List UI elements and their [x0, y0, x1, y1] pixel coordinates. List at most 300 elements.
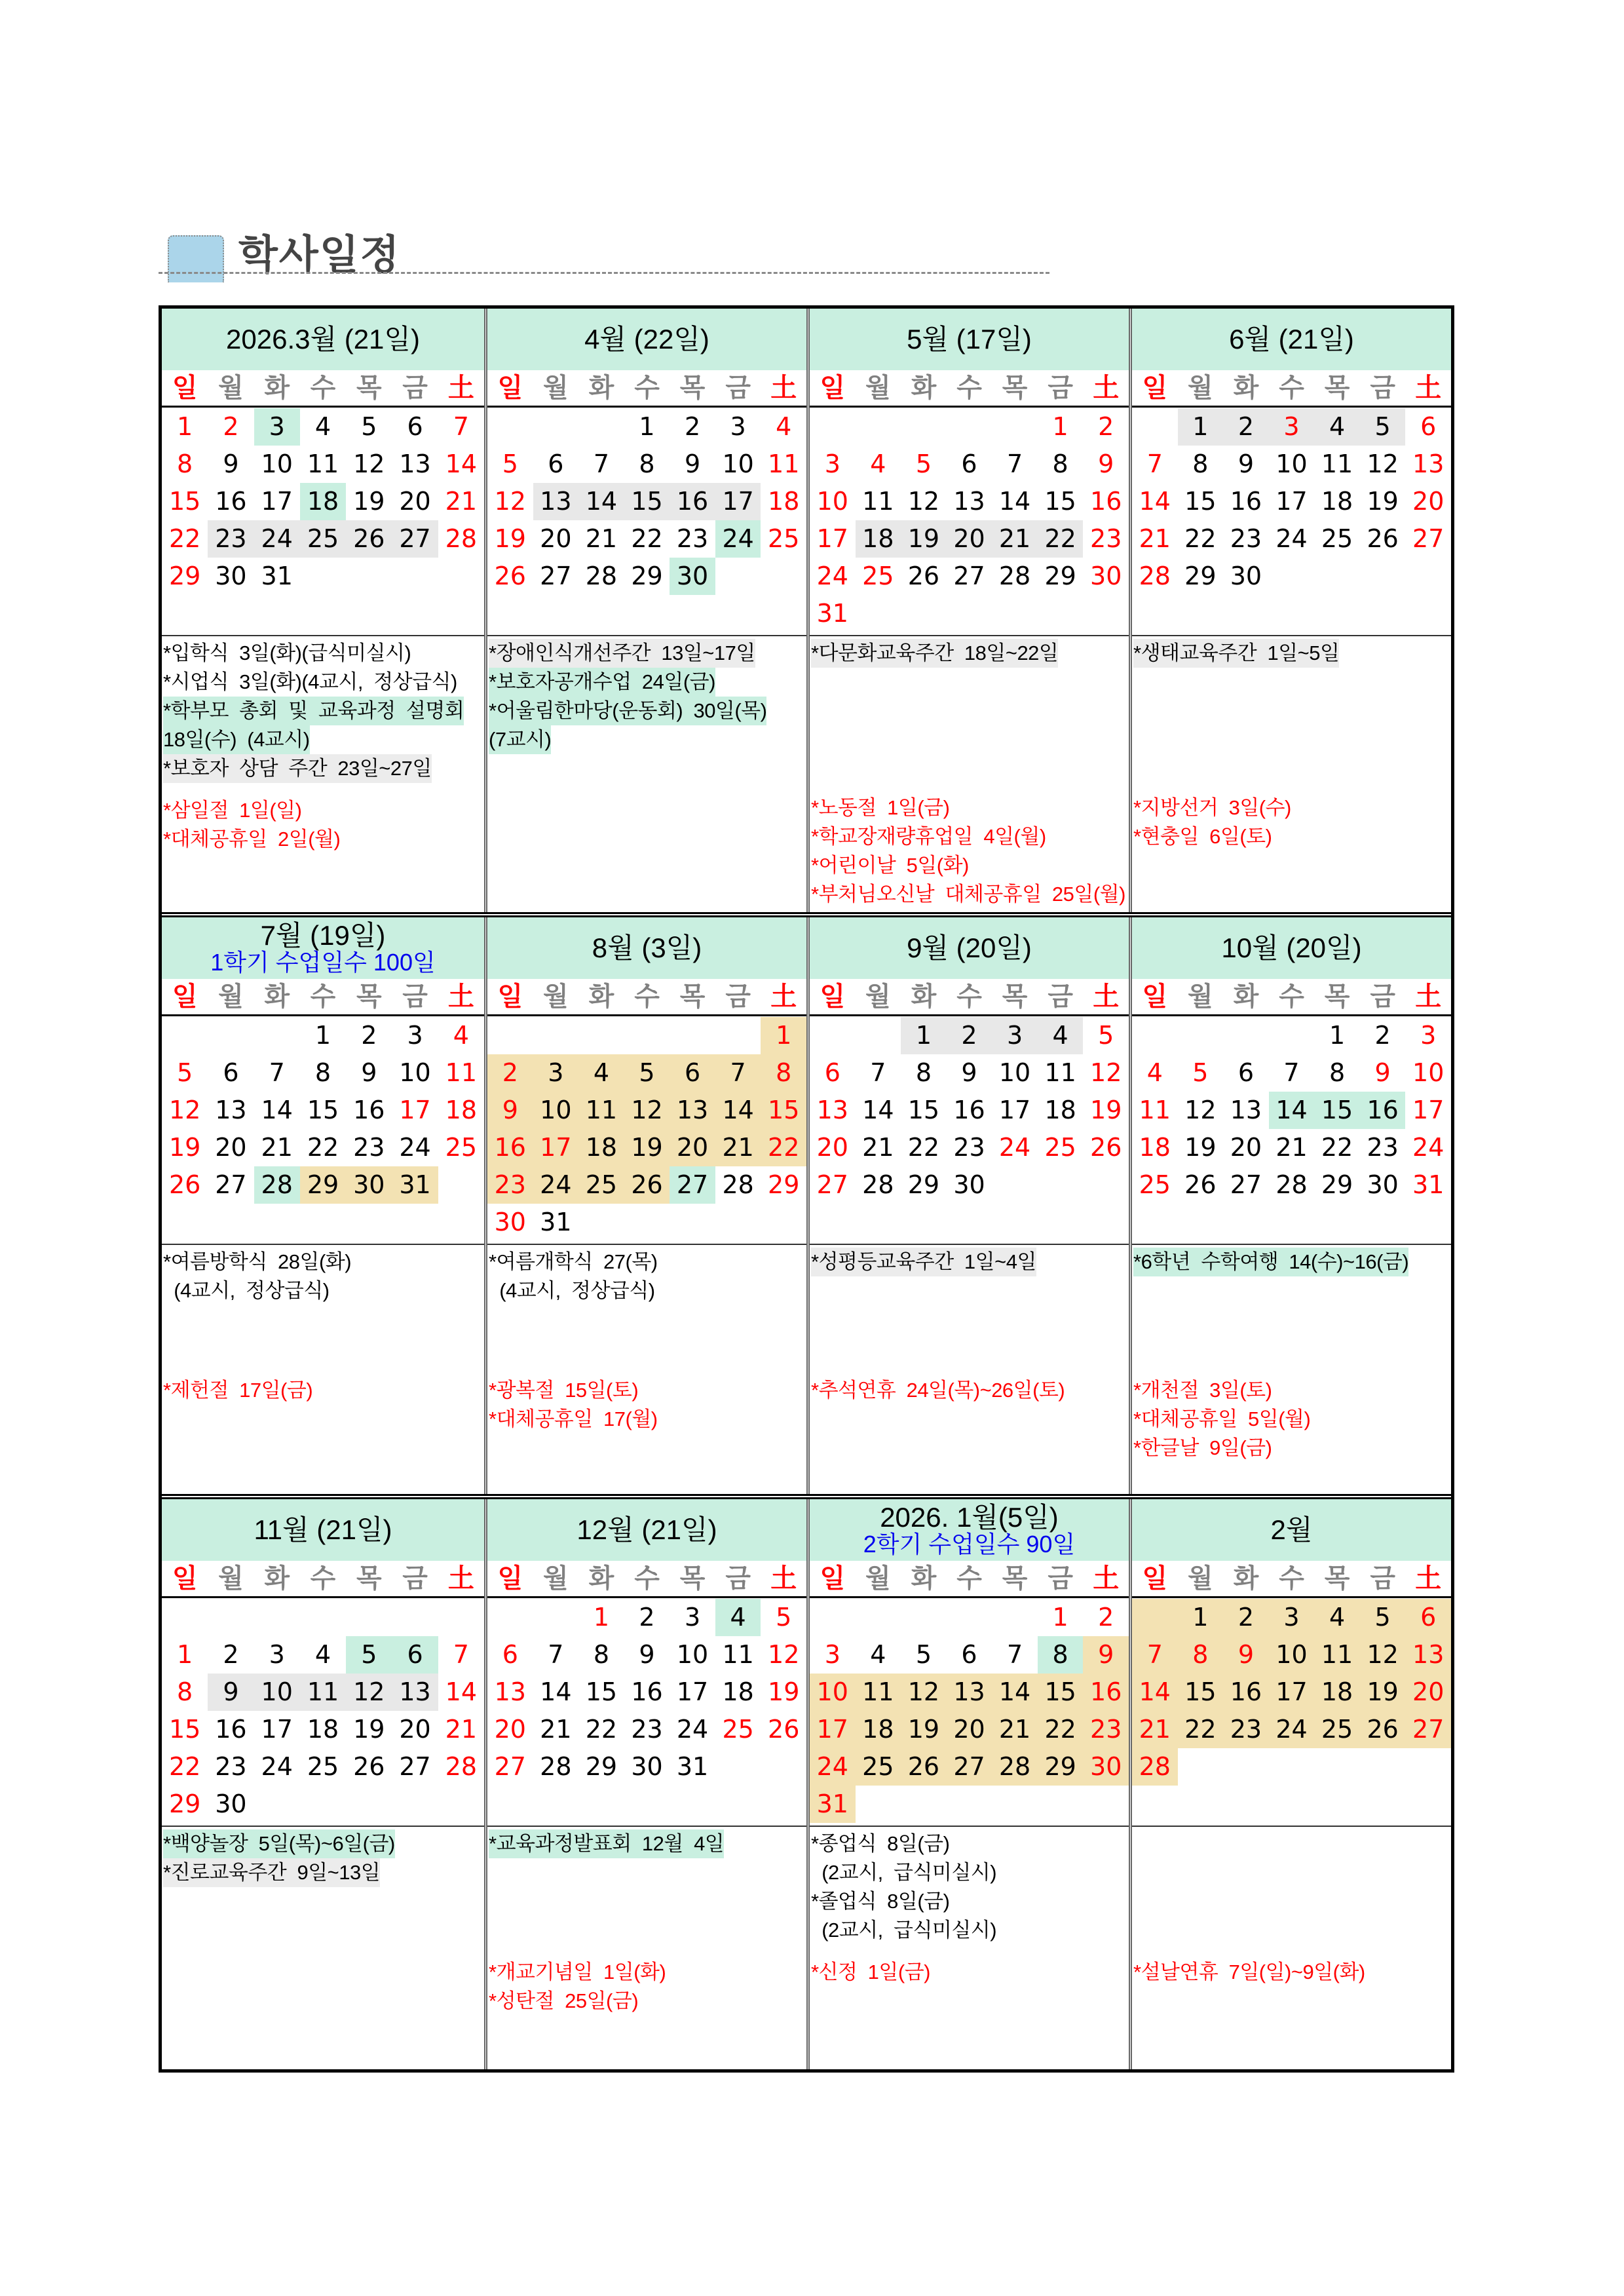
empty-day-cell: [254, 1017, 300, 1054]
weekday-label: 목: [679, 1563, 706, 1594]
day-cell: 6: [407, 412, 423, 441]
empty-day-cell: [254, 1599, 300, 1636]
weekday-label: 월: [865, 373, 891, 403]
weekday-label: 일: [820, 982, 846, 1012]
event-note: *교육과정발표회 12월 4일: [489, 1829, 724, 1858]
day-cell: 23: [676, 524, 709, 553]
weekday-label: 화: [911, 1563, 937, 1594]
day-cell: 17: [399, 1096, 431, 1124]
day-cell: 13: [1230, 1096, 1262, 1124]
day-cell: 8: [761, 1054, 806, 1092]
day-cell: 8: [915, 1058, 932, 1087]
day-cell: 27: [540, 562, 572, 590]
day-cell: 18: [856, 1711, 901, 1748]
day-cell: 15: [1038, 1674, 1084, 1711]
weekday-label: 土: [1415, 982, 1442, 1012]
day-cell: 6: [961, 450, 977, 478]
weekday-header-row: [487, 370, 806, 408]
weekday-label: 화: [588, 373, 614, 403]
day-cell: 4: [1038, 1017, 1084, 1054]
day-cell: 28: [722, 1170, 754, 1199]
weekday-header-row: [1132, 979, 1451, 1016]
day-cell: 9: [487, 1092, 533, 1129]
weekday-label: 금: [1370, 373, 1395, 403]
day-cell: 8: [1052, 450, 1068, 478]
weekday-label: 화: [911, 982, 937, 1012]
day-cell: 9: [961, 1058, 977, 1087]
day-cell: 19: [1090, 1096, 1122, 1124]
weekday-label: 금: [1048, 1563, 1073, 1594]
month-panel: [1129, 1499, 1451, 2069]
day-cell: 21: [715, 1129, 761, 1166]
day-cell: 19: [768, 1677, 800, 1706]
empty-day-cell: [438, 1599, 484, 1636]
month-header: [1132, 917, 1451, 979]
day-cell: 11: [768, 450, 800, 478]
holiday-note: *개교기념일 1일(화): [489, 1961, 666, 1983]
day-cell: 13: [1412, 450, 1445, 478]
day-cell: 22: [631, 524, 663, 553]
day-cell: 30: [215, 562, 247, 590]
day-cell: 10: [1269, 1636, 1315, 1674]
empty-day-cell: [1223, 1017, 1269, 1054]
day-cell: 30: [346, 1166, 392, 1204]
day-cell: 28: [1139, 562, 1171, 590]
weekday-label: 일: [820, 373, 846, 403]
day-cell: 12: [907, 487, 940, 516]
day-cell: 29: [300, 1166, 346, 1204]
dotted-divider: [159, 272, 1049, 274]
day-cell: 27: [947, 1748, 992, 1786]
day-cell: 28: [1132, 1748, 1178, 1786]
day-cell: 16: [1230, 487, 1262, 516]
month-title: 8월 (3일): [592, 932, 702, 963]
day-cell: 21: [1275, 1133, 1308, 1162]
day-cell: 12: [1360, 1636, 1406, 1674]
day-cell: 9: [1223, 1636, 1269, 1674]
month-title: 4월 (22일): [584, 324, 709, 354]
weekday-label: 土: [1093, 373, 1120, 403]
day-cell: 28: [540, 1752, 572, 1781]
day-cell: 8: [314, 1058, 331, 1087]
day-cell: 14: [445, 1677, 478, 1706]
day-cell: 23: [1367, 1133, 1399, 1162]
day-cell: 27: [392, 520, 438, 558]
day-cell: 17: [261, 487, 293, 516]
weekday-header-row: [1132, 370, 1451, 408]
day-cell: 24: [1412, 1133, 1445, 1162]
day-cell: 17: [1269, 1674, 1315, 1711]
day-cell: 9: [684, 450, 701, 478]
day-cell: 2: [1098, 1603, 1114, 1632]
empty-day-cell: [810, 1599, 856, 1636]
day-cell: 19: [901, 520, 947, 558]
day-cell: 16: [215, 487, 247, 516]
day-cell: 12: [494, 487, 526, 516]
day-cell: 3: [533, 1054, 579, 1092]
weekday-label: 일: [820, 1563, 846, 1594]
day-cell: 7: [593, 450, 610, 478]
day-cell: 4: [314, 1640, 331, 1669]
day-cell: 2: [223, 1640, 239, 1669]
weekday-label: 월: [218, 373, 244, 403]
semester-days-label: 1학기 수업일수 100일: [210, 949, 436, 976]
day-cell: 6: [824, 1058, 840, 1087]
day-cell: 25: [1139, 1170, 1171, 1199]
day-cell: 24: [676, 1715, 709, 1744]
day-cell: 5: [361, 412, 377, 441]
day-cell: 13: [392, 1674, 438, 1711]
day-cell: 17: [810, 1711, 856, 1748]
day-grid: [1132, 1016, 1451, 1244]
day-cell: 25: [862, 562, 894, 590]
day-cell: 20: [947, 1711, 992, 1748]
month-panel: [806, 1499, 1129, 2069]
month-header: [487, 309, 806, 370]
day-cell: 31: [676, 1752, 709, 1781]
day-cell: 17: [676, 1677, 709, 1706]
day-cell: 2: [947, 1017, 992, 1054]
day-cell: 15: [1184, 487, 1217, 516]
day-cell: 12: [346, 1674, 392, 1711]
day-grid: [162, 1016, 484, 1244]
event-note: (7교시): [489, 725, 551, 754]
day-cell: 7: [1283, 1058, 1300, 1087]
event-note: *백양놀장 5일(목)~6일(금): [163, 1829, 395, 1858]
weekday-label: 월: [865, 1563, 891, 1594]
weekday-label: 土: [770, 982, 797, 1012]
empty-day-cell: [947, 408, 992, 446]
day-cell: 31: [261, 562, 293, 590]
day-cell: 4: [870, 1640, 886, 1669]
holiday-note: *부처님오신날 대체공휴일 25일(월): [811, 883, 1125, 906]
empty-day-cell: [624, 1017, 670, 1054]
weekday-label: 土: [1415, 1563, 1442, 1594]
day-cell: 3: [684, 1603, 701, 1632]
month-title: 6월 (21일): [1229, 324, 1354, 354]
empty-day-cell: [1269, 1017, 1315, 1054]
event-note: *졸업식 8일(금): [811, 1890, 950, 1913]
day-cell: 4: [776, 412, 792, 441]
holiday-note: *지방선거 3일(수): [1133, 796, 1291, 819]
weekday-label: 일: [172, 982, 198, 1012]
empty-day-cell: [392, 1599, 438, 1636]
weekday-label: 수: [956, 1563, 982, 1594]
day-cell: 1: [177, 412, 193, 441]
day-cell: 16: [215, 1715, 247, 1744]
month-panel: [162, 309, 484, 912]
weekday-label: 월: [1188, 373, 1213, 403]
weekday-label: 일: [1142, 982, 1168, 1012]
month-title: 7월 (19일): [260, 920, 386, 951]
day-cell: 23: [953, 1133, 985, 1162]
holiday-note: *대체공휴일 17(월): [489, 1407, 658, 1430]
month-panel: [806, 309, 1129, 912]
day-cell: 11: [300, 1674, 346, 1711]
day-cell: 21: [992, 1711, 1038, 1748]
day-cell: 26: [1367, 524, 1399, 553]
day-cell: 24: [399, 1133, 431, 1162]
empty-day-cell: [1132, 1017, 1178, 1054]
day-cell: 10: [261, 450, 293, 478]
month-notes: [1132, 635, 1451, 912]
day-cell: 19: [353, 487, 385, 516]
day-cell: 27: [215, 1170, 247, 1199]
weekday-label: 월: [865, 982, 891, 1012]
day-cell: 11: [445, 1058, 478, 1087]
month-header: [162, 1499, 484, 1561]
day-cell: 1: [1178, 1599, 1224, 1636]
day-cell: 19: [168, 1133, 201, 1162]
day-cell: 14: [540, 1677, 572, 1706]
weekday-header-row: [810, 1561, 1129, 1598]
holiday-note: *대체공휴일 2일(월): [163, 828, 341, 851]
weekday-label: 土: [1093, 1563, 1120, 1594]
month-header: [1132, 309, 1451, 370]
month-title: 2월: [1270, 1514, 1313, 1545]
month-title: 9월 (20일): [907, 932, 1032, 963]
holiday-list: [163, 1376, 312, 1405]
day-cell: 31: [1412, 1170, 1445, 1199]
day-cell: 6: [1237, 1058, 1255, 1087]
empty-day-cell: [670, 1017, 715, 1054]
month-notes: [162, 635, 484, 912]
day-cell: 22: [1038, 1711, 1084, 1748]
semester-days-label: 2학기 수업일수 90일: [863, 1531, 1076, 1558]
day-cell: 10: [998, 1058, 1031, 1087]
day-grid: [487, 1598, 806, 1826]
event-note: *학부모 총회 및 교육과정 설명회: [163, 697, 464, 725]
day-cell: 3: [730, 412, 746, 441]
day-cell: 1: [593, 1603, 610, 1632]
day-cell: 25: [856, 1748, 901, 1786]
weekday-label: 금: [402, 1563, 428, 1594]
day-cell: 24: [998, 1133, 1031, 1162]
day-cell: 2: [639, 1603, 655, 1632]
event-note: *장애인식개선주간 13일~17일: [489, 639, 755, 668]
day-grid: [162, 1598, 484, 1826]
holiday-note: *삼일절 1일(일): [163, 799, 302, 822]
day-cell: 25: [300, 520, 346, 558]
day-cell: 20: [215, 1133, 247, 1162]
weekday-label: 월: [543, 982, 569, 1012]
day-cell: 1: [901, 1017, 947, 1054]
weekday-label: 월: [543, 373, 569, 403]
empty-day-cell: [578, 408, 624, 446]
day-cell: 27: [1412, 524, 1445, 553]
day-cell: 4: [1314, 1599, 1360, 1636]
holiday-note: *한글날 9일(금): [1133, 1436, 1272, 1459]
day-cell: 14: [1269, 1092, 1315, 1129]
month-notes: [1132, 1826, 1451, 2069]
event-note: *생태교육주간 1일~5일: [1133, 639, 1339, 668]
weekday-label: 土: [1093, 982, 1120, 1012]
weekday-label: 수: [634, 373, 660, 403]
day-cell: 20: [1230, 1133, 1262, 1162]
day-grid: [162, 408, 484, 635]
day-cell: 5: [915, 450, 932, 478]
day-cell: 21: [585, 524, 618, 553]
empty-day-cell: [992, 408, 1038, 446]
day-cell: 22: [1038, 520, 1084, 558]
day-cell: 13: [215, 1096, 247, 1124]
event-note: *시업식 3일(화)(4교시, 정상급식): [163, 670, 457, 693]
weekday-label: 土: [770, 373, 797, 403]
empty-day-cell: [208, 1599, 254, 1636]
day-cell: 6: [502, 1640, 518, 1669]
day-cell: 21: [1139, 524, 1171, 553]
weekday-label: 일: [172, 373, 198, 403]
day-cell: 17: [1275, 487, 1308, 516]
section-header: [155, 218, 1049, 277]
event-note: (2교시, 급식미실시): [811, 1861, 997, 1884]
month-title: 11월 (21일): [254, 1514, 392, 1545]
day-cell: 2: [1223, 408, 1269, 446]
weekday-label: 화: [264, 373, 290, 403]
day-cell: 8: [177, 1677, 193, 1706]
day-cell: 8: [1178, 1636, 1224, 1674]
weekday-label: 화: [264, 1563, 290, 1594]
event-note: (4교시, 정상급식): [489, 1279, 655, 1302]
weekday-label: 화: [1233, 982, 1259, 1012]
day-cell: 23: [487, 1166, 533, 1204]
empty-day-cell: [162, 1599, 208, 1636]
weekday-label: 금: [1048, 982, 1073, 1012]
day-cell: 8: [1329, 1058, 1346, 1087]
day-cell: 24: [261, 1752, 293, 1781]
holiday-note: *신정 1일(금): [811, 1961, 930, 1983]
month-header: [162, 309, 484, 370]
day-cell: 7: [453, 1640, 469, 1669]
weekday-header-row: [162, 370, 484, 408]
empty-day-cell: [533, 1017, 579, 1054]
day-cell: 9: [1083, 1636, 1129, 1674]
weekday-label: 금: [1370, 982, 1395, 1012]
weekday-header-row: [487, 1561, 806, 1598]
empty-day-cell: [346, 1599, 392, 1636]
day-cell: 3: [269, 1640, 285, 1669]
page-title: 학사일정: [238, 231, 401, 278]
weekday-label: 금: [725, 982, 751, 1012]
day-cell: 17: [1412, 1096, 1445, 1124]
day-cell: 17: [261, 1715, 293, 1744]
day-cell: 29: [631, 562, 663, 590]
day-cell: 8: [177, 450, 193, 478]
empty-day-cell: [810, 408, 856, 446]
day-grid: [487, 408, 806, 635]
day-cell: 22: [1184, 524, 1217, 553]
holiday-list: [489, 1376, 658, 1434]
day-cell: 19: [494, 524, 526, 553]
day-cell: 1: [314, 1021, 331, 1050]
day-cell: 19: [1367, 487, 1399, 516]
day-cell: 31: [810, 1786, 856, 1823]
day-cell: 26: [346, 520, 392, 558]
calendar-block-row: [162, 912, 1451, 1494]
day-cell: 31: [540, 1208, 572, 1236]
day-cell: 30: [1083, 1748, 1129, 1786]
event-note: *종업식 8일(금): [811, 1832, 950, 1855]
day-cell: 29: [768, 1170, 800, 1199]
event-note: 18일(수) (4교시): [163, 725, 310, 754]
weekday-label: 금: [402, 982, 428, 1012]
day-grid: [810, 408, 1129, 635]
holiday-note: *어린이날 5일(화): [811, 854, 969, 877]
weekday-header-row: [487, 979, 806, 1016]
empty-day-cell: [162, 1017, 208, 1054]
event-note: *진로교육주간 9일~13일: [163, 1858, 380, 1887]
holiday-note: *광복절 15일(토): [489, 1379, 639, 1402]
empty-day-cell: [300, 1599, 346, 1636]
day-cell: 21: [1132, 1711, 1178, 1748]
day-cell: 20: [540, 524, 572, 553]
weekday-label: 수: [634, 982, 660, 1012]
day-cell: 10: [722, 450, 754, 478]
day-cell: 10: [1412, 1058, 1445, 1087]
holiday-list: [811, 1376, 1065, 1405]
day-cell: 11: [862, 487, 894, 516]
weekday-label: 土: [770, 1563, 797, 1594]
empty-day-cell: [992, 1599, 1038, 1636]
weekday-header-row: [1132, 1561, 1451, 1598]
day-cell: 1: [1178, 408, 1224, 446]
day-cell: 12: [624, 1092, 670, 1129]
day-cell: 24: [715, 520, 761, 558]
day-cell: 9: [1374, 1058, 1391, 1087]
day-cell: 9: [208, 1674, 254, 1711]
day-cell: 7: [1006, 450, 1023, 478]
day-cell: 2: [487, 1054, 533, 1092]
day-cell: 22: [168, 524, 201, 553]
weekday-label: 목: [1002, 1563, 1028, 1594]
day-cell: 26: [901, 1748, 947, 1786]
day-cell: 16: [670, 483, 715, 520]
day-cell: 27: [494, 1752, 526, 1781]
empty-day-cell: [856, 1599, 901, 1636]
weekday-label: 수: [634, 1563, 660, 1594]
day-cell: 17: [998, 1096, 1031, 1124]
day-cell: 30: [670, 558, 715, 595]
day-cell: 14: [862, 1096, 894, 1124]
day-cell: 3: [1420, 1021, 1437, 1050]
day-cell: 23: [1090, 524, 1122, 553]
month-panel: [806, 917, 1129, 1494]
empty-day-cell: [578, 1017, 624, 1054]
day-cell: 3: [407, 1021, 423, 1050]
holiday-note: *노동절 1일(금): [811, 796, 950, 819]
weekday-label: 수: [956, 373, 982, 403]
weekday-label: 화: [264, 982, 290, 1012]
event-note: *다문화교육주간 18일~22일: [811, 639, 1058, 668]
day-cell: 1: [761, 1017, 806, 1054]
holiday-note: *설날연휴 7일(일)~9일(화): [1133, 1961, 1365, 1983]
day-cell: 2: [1374, 1021, 1391, 1050]
weekday-label: 금: [1048, 373, 1073, 403]
day-cell: 26: [494, 562, 526, 590]
day-cell: 18: [768, 487, 800, 516]
day-cell: 11: [1314, 1636, 1360, 1674]
day-cell: 14: [1132, 1674, 1178, 1711]
event-note: *보호자 상담 주간 23일~27일: [163, 754, 432, 783]
day-grid: [810, 1598, 1129, 1826]
weekday-label: 화: [588, 982, 614, 1012]
day-cell: 10: [676, 1640, 709, 1669]
month-panel: [1129, 309, 1451, 912]
day-cell: 7: [548, 1640, 564, 1669]
month-panel: [484, 309, 806, 912]
weekday-label: 일: [1142, 1563, 1168, 1594]
day-cell: 10: [254, 1674, 300, 1711]
